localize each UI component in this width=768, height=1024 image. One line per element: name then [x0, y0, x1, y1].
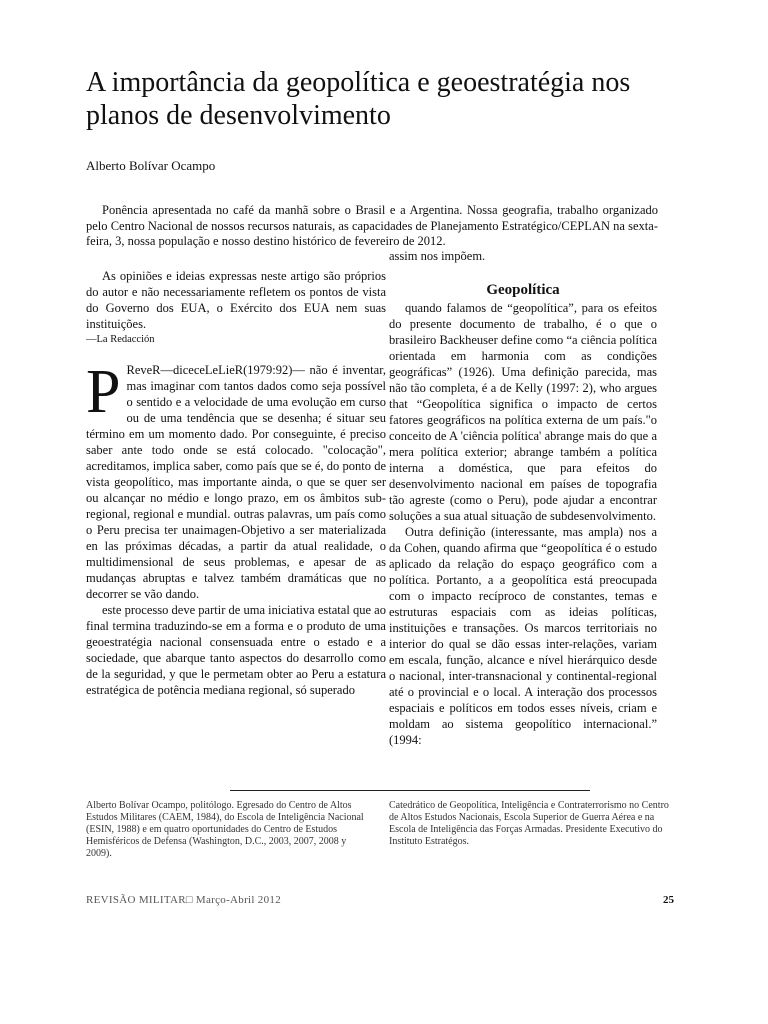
- disclaimer-signature: —La Redacción: [86, 334, 155, 345]
- footnote-right: Catedrático de Geopolítica, Inteligência e Contraterrorismo no Centro de Altos Estudos Nacionais, Escola Superior de Guerra Aérea e na Escola de Inteligência das Forças Armadas. Presidente Executivo do Instituto Estratégos.: [389, 800, 669, 847]
- disclaimer-body: As opiniões e ideias expressas neste artigo são próprios do autor e não necessariamente refletem os pontos de vista do Governo dos EUA, o Exército dos EUA nem suas instituições.: [86, 269, 386, 331]
- footnote-left: Alberto Bolívar Ocampo, politólogo. Egresado do Centro de Altos Estudos Militares (CAEM, 1984), do Escola de Inteligência Nacional (ESIN, 1988) e em quatro oportunidades do Centro de Estudos Hemisféricos de Defensa (Washington, D.C., 2003, 2007, 2008 y 2009).: [86, 800, 364, 859]
- journal-footer: REVISÃO MILITAR□ Março-Abril 2012: [86, 894, 281, 906]
- article-title: A importância da geopolítica e geoestratégia nos planos de desenvolvimento: [86, 67, 631, 131]
- intro-paragraph: [86, 203, 658, 250]
- body-paragraph-1-text: ReveR—diceceLeLieR(1979:92)— não é inventar, mas imaginar com tantos dados como seja possível o sentido e a velocidade de uma evolução em curso ou de uma tendência que se desenha; é situar seu término em um momento dado. Por conseguinte, é preciso saber ante todo onde se está colocado. "colocação", acreditamos, implica saber, como país que se é, do ponto de vista geopolítico, mas importante ainda, o que se quer ser ou alcançar no médio e longo prazo, em os âmbitos sub-regional, regional e mundial. outras palavras, um país como o Peru precisa ter unaimagen-Objetivo a ser materializada en las próximas décadas, a partir da atual realidade, o multidimensional de seus problemas, e apesar de as mudanças abruptas e talvez também dramáticas que no decorrer se vão dando.: [86, 363, 386, 601]
- right-column: [389, 248, 657, 748]
- body-paragraph-1: [86, 358, 386, 602]
- intro-tail: assim nos impõem.: [389, 249, 486, 263]
- disclaimer-text: [86, 268, 386, 332]
- intro-text: Ponência apresentada no café da manhã sobre o Brasil e a Argentina. Nossa geografia, trabalho organizado pelo Centro Nacional de nossos recursos naturais, as capacidades de Planejamento Estratégico/CEPLAN na sexta-feira, 3, nossa população e nosso destino histórico de fevereiro de 2012.: [86, 203, 658, 248]
- drop-cap: P: [86, 358, 121, 426]
- article-author: Alberto Bolívar Ocampo: [86, 158, 216, 173]
- left-column: [86, 268, 386, 698]
- page-number: 25: [663, 894, 674, 906]
- right-paragraph-2: Outra definição (interessante, mas ampla) nos a da Cohen, quando afirma que “geopolítica é o estudo aplicado da relação do espaço geográfico com a política. Portanto, a a geopolítica está preocupada com o impacto recíproco de constantes, temas e estruturas espaciais com as ideias políticas, instituições e transações. Os marcos territoriais no interior do qual se dão essas inter-relações, variam em escala, função, alcance e nível hierárquico desde o nacional, inter-transnacional y continental-regional até o provincial e o local. A interação dos processos espaciais e políticos em todos esses níveis, criam e moldam ao sistema geopolítico internacional.” (1994:: [389, 525, 657, 747]
- body-paragraph-2: este processo deve partir de uma iniciativa estatal que ao final termina traduzindo-se em a forma e o produto de uma geoestratégia nacional consensuada entre o estado e a sociedade, que abarque tanto aspectos do desarrollo como de la seguridad, y que le permetam obter ao Peru a estatura estratégica de potência mediana regional, só superado: [86, 603, 386, 697]
- right-paragraph-1: quando falamos de “geopolítica”, para os efeitos do presente documento de trabalho, é o que o brasileiro Backheuser define como “a ciência política orientada em harmonia com as condições geográficas” (1926). Uma definição parecida, mas não tão completa, é a de Kelly (1997: 2), who argues that “Geopolítica significa o impacto de certos fatores geográficos na política externa de um país."o conceito de A 'ciência política' abrange mais do que a mera política exterior; abrange também a política interna a doméstica, que para efeitos do desenvolvimento nacional em países de topografia tão agreste (como o Peru), pode ajudar a encontrar soluções a sua atual situação de subdesenvolvimento.: [389, 301, 657, 523]
- section-heading: Geopolítica: [486, 282, 560, 298]
- footnote-divider: [230, 790, 590, 791]
